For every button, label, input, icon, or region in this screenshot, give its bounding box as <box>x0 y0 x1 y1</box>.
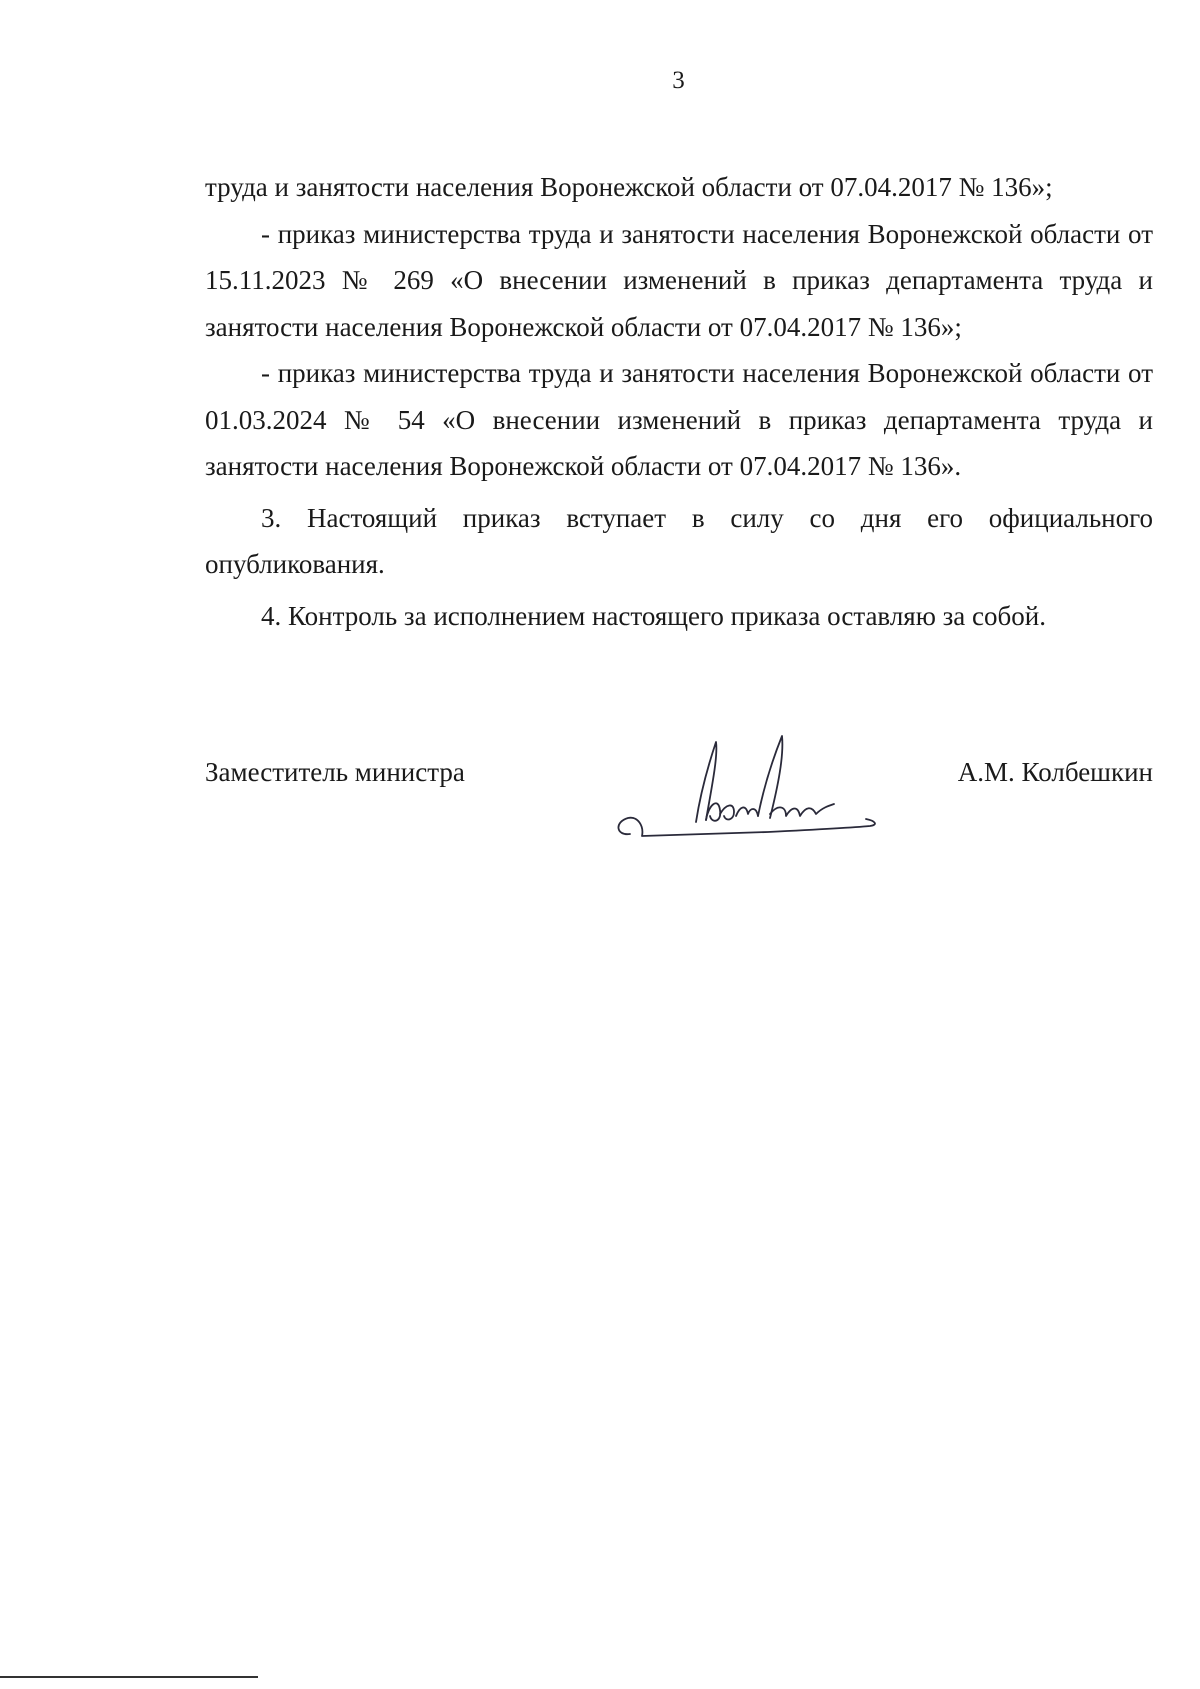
document-body <box>205 164 1153 639</box>
page-number: 3 <box>672 67 685 94</box>
paragraph-continuation: труда и занятости населения Воронежской области от 07.04.2017 № 136»; <box>205 172 1053 202</box>
signer-name: А.М. Колбешкин <box>957 757 1153 787</box>
paragraph-order-2023: - приказ министерства труда и занятости населения Воронежской области от 15.11.2023 № 269 «О внесении изменений в приказ департамента труда и занятости населения Воронежской области от 07.04.2017 № 136»; <box>205 218 1153 342</box>
paragraph-item-3: 3. Настоящий приказ вступает в силу со дня его официального опубликования. <box>205 502 1153 579</box>
signer-title: Заместитель министра <box>205 757 465 787</box>
handwritten-signature-icon <box>608 726 898 856</box>
paragraph-order-2024: - приказ министерства труда и занятости населения Воронежской области от 01.03.2024 № 54 «О внесении изменений в приказ департамента труда и занятости населения Воронежской области от 07.04.2017 № 136». <box>205 358 1153 481</box>
bottom-rule <box>0 1676 258 1678</box>
paragraph-item-4: 4. Контроль за исполнением настоящего приказа оставляю за собой. <box>261 600 1046 631</box>
